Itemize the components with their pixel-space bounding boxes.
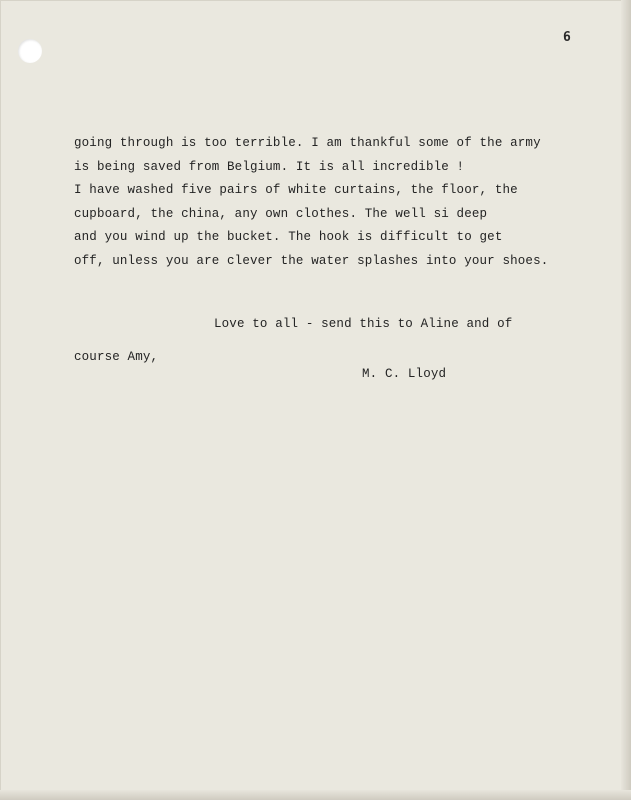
page-number: 6 bbox=[563, 30, 571, 45]
page-bottom-edge bbox=[0, 790, 631, 800]
body-line: I have washed five pairs of white curtains, the floor, the bbox=[74, 183, 518, 197]
body-line: off, unless you are clever the water splashes into your shoes. bbox=[74, 253, 549, 268]
page-right-edge bbox=[621, 0, 631, 800]
closing-line-1: Love to all - send this to Aline and of bbox=[214, 317, 513, 331]
body-line: and you wind up the bucket. The hook is difficult to get bbox=[74, 230, 503, 244]
body-line: cupboard, the china, any own clothes. The well si deep bbox=[74, 206, 488, 221]
signature: M. C. Lloyd bbox=[362, 367, 447, 381]
body-line: going through is too terrible. I am thankful some of the army bbox=[74, 136, 541, 150]
letter-body bbox=[74, 132, 594, 273]
punch-hole bbox=[18, 39, 42, 63]
body-line: is being saved from Belgium. It is all incredible ! bbox=[74, 159, 465, 174]
closing-line-2: course Amy, bbox=[74, 350, 159, 364]
